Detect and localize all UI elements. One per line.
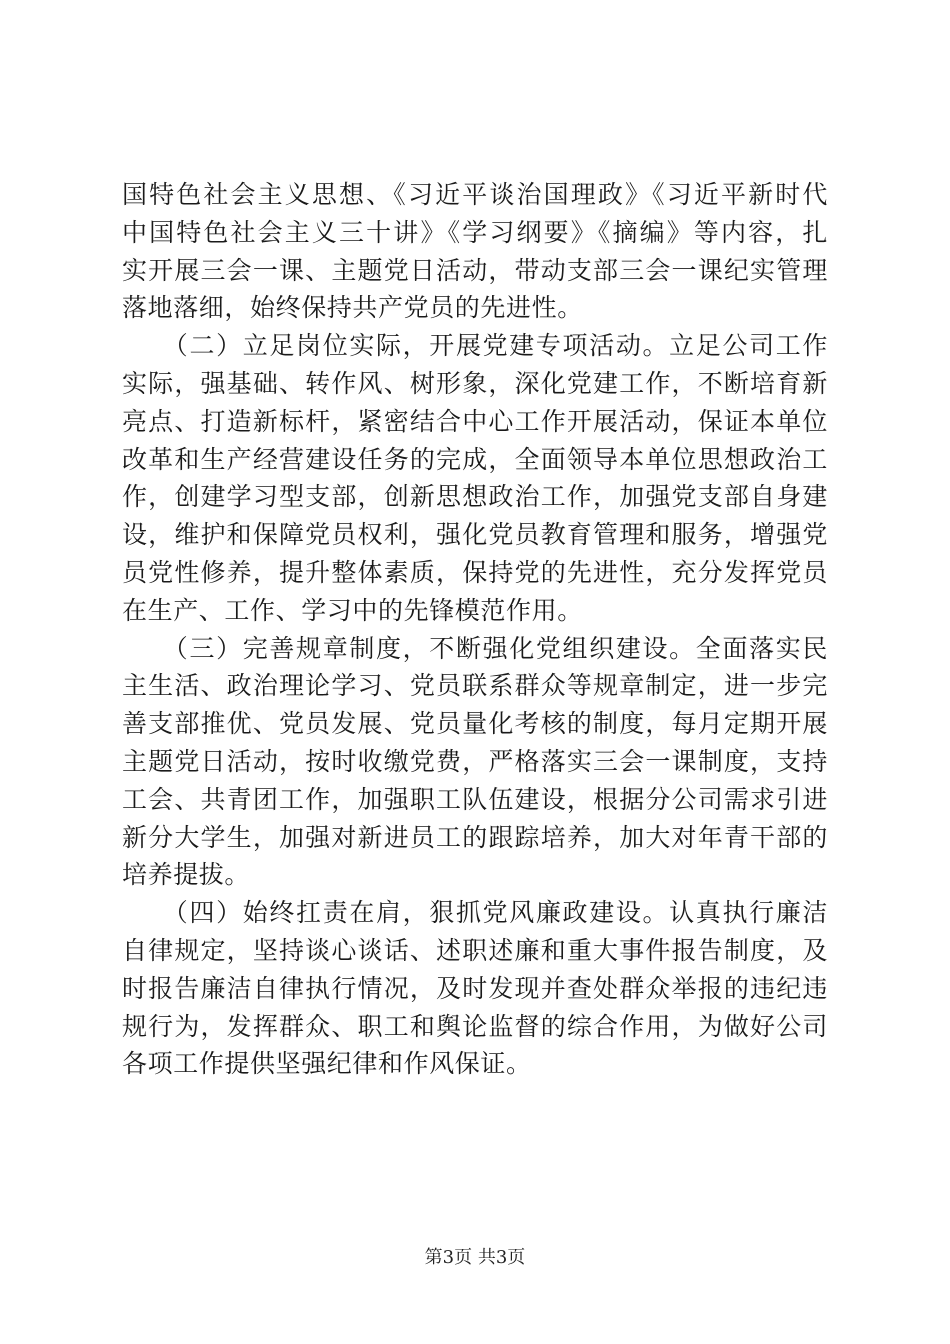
text-line: 自律规定，坚持谈心谈话、述职述廉和重大事件报告制度，及 <box>122 935 828 965</box>
document-body <box>122 176 828 1083</box>
text-line: 时报告廉洁自律执行情况，及时发现并查处群众举报的违纪违 <box>122 973 828 1003</box>
text-line: 培养提拔。 <box>122 860 251 890</box>
text-line: 规行为，发挥群众、职工和舆论监督的综合作用，为做好公司 <box>122 1011 828 1041</box>
text-line: 工会、共青团工作，加强职工队伍建设，根据分公司需求引进 <box>122 784 828 814</box>
page-footer: 第3页 共3页 <box>424 1247 526 1268</box>
text-line: 亮点、打造新标杆，紧密结合中心工作开展活动，保证本单位 <box>122 406 828 436</box>
text-line: 新分大学生，加强对新进员工的跟踪培养，加大对年青干部的 <box>122 822 828 852</box>
text-line: 主生活、政治理论学习、党员联系群众等规章制定，进一步完 <box>122 671 828 701</box>
text-line: （三）完善规章制度，不断强化党组织建设。全面落实民 <box>122 633 828 663</box>
text-line: （二）立足岗位实际，开展党建专项活动。立足公司工作 <box>122 331 828 361</box>
text-line: 落地落细，始终保持共产党员的先进性。 <box>122 293 583 323</box>
text-line: 国特色社会主义思想、《习近平谈治国理政》《习近平新时代 <box>122 180 828 209</box>
text-line: 中国特色社会主义三十讲》《学习纲要》《摘编》等内容，扎 <box>122 217 828 247</box>
text-line: 主题党日活动，按时收缴党费，严格落实三会一课制度，支持 <box>122 746 828 776</box>
text-line: 员党性修养，提升整体素质，保持党的先进性，充分发挥党员 <box>122 557 828 587</box>
text-line: 实际，强基础、转作风、树形象，深化党建工作，不断培育新 <box>122 368 828 398</box>
text-line: 实开展三会一课、主题党日活动，带动支部三会一课纪实管理 <box>122 255 828 285</box>
text-line: 设，维护和保障党员权利，强化党员教育管理和服务，增强党 <box>122 520 828 550</box>
text-line: 各项工作提供坚强纪律和作风保证。 <box>122 1049 532 1079</box>
text-line: 善支部推优、党员发展、党员量化考核的制度，每月定期开展 <box>122 709 828 739</box>
text-line: 作，创建学习型支部，创新思想政治工作，加强党支部自身建 <box>122 482 828 512</box>
text-line: （四）始终扛责在肩，狠抓党风廉政建设。认真执行廉洁 <box>122 898 828 928</box>
text-line: 改革和生产经营建设任务的完成，全面领导本单位思想政治工 <box>122 444 828 474</box>
text-line: 在生产、工作、学习中的先锋模范作用。 <box>122 595 583 625</box>
